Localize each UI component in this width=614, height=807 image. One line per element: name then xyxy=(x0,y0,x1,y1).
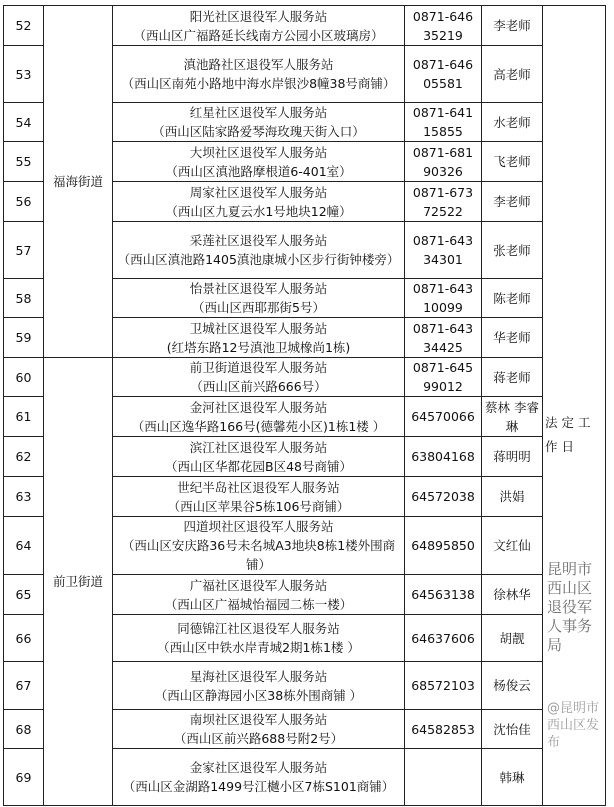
phone-number: 64637606 xyxy=(405,615,482,662)
station-name: 怡景社区退役军人服务站 xyxy=(189,281,328,296)
station-address: （西山区南苑小路地中海水岸银沙8幢38号商铺） xyxy=(121,76,396,91)
station-name: 大坝社区退役军人服务站 xyxy=(189,144,328,160)
phone-number xyxy=(405,6,482,46)
station-cell xyxy=(113,6,405,46)
phone-number: 64570066 xyxy=(405,397,482,437)
station-cell xyxy=(113,46,405,103)
station-address: （西山区九夏云水1号地块12幢） xyxy=(165,203,352,219)
row-number: 62 xyxy=(4,437,44,477)
row-number: 55 xyxy=(4,142,44,182)
weibo-watermark: @昆明市西山区发布 xyxy=(547,701,600,750)
station-cell xyxy=(113,358,405,397)
phone-number xyxy=(405,103,482,142)
station-name: 星海社区退役军人服务站 xyxy=(189,668,328,684)
station-address: （西山区金湖路1499号江樾小区7栋S101商铺） xyxy=(122,779,395,794)
phone-number: 64563138 xyxy=(405,575,482,615)
station-address: （西山区西耶那街5号） xyxy=(192,300,325,315)
row-number: 69 xyxy=(4,749,44,806)
row-number: 66 xyxy=(4,615,44,662)
station-cell xyxy=(113,575,405,615)
contact-person: 陈老师 xyxy=(482,279,543,318)
row-number: 59 xyxy=(4,318,44,358)
station-address: （西山区陆家路爱琴海玫瑰天街入口） xyxy=(152,124,365,139)
station-name: 世纪半岛社区退役军人服务站 xyxy=(177,479,340,495)
contact-person: 蒋明明 xyxy=(482,437,543,477)
contact-person: 徐林华 xyxy=(482,575,543,615)
row-number: 65 xyxy=(4,575,44,615)
phone-number xyxy=(405,46,482,103)
contact-person: 高老师 xyxy=(482,46,543,103)
contact-person: 水老师 xyxy=(482,103,543,142)
phone-number: 63804168 xyxy=(405,437,482,477)
station-name: 金家社区退役军人服务站 xyxy=(189,760,328,775)
contact-person: 胡靓 xyxy=(482,615,543,662)
contact-person: 华老师 xyxy=(482,318,543,358)
phone-number-text: 0871-68190326 xyxy=(412,144,474,179)
station-address: （西山区前兴路666号） xyxy=(190,379,327,394)
table-row xyxy=(4,358,606,397)
phone-number xyxy=(405,279,482,318)
phone-number: 64895850 xyxy=(405,517,482,575)
contact-person: 张老师 xyxy=(482,222,543,279)
station-name: 金河社区退役军人服务站 xyxy=(189,399,328,415)
contact-person: 文红仙 xyxy=(482,517,543,575)
row-number: 63 xyxy=(4,477,44,517)
street-name: 福海街道 xyxy=(44,6,113,358)
phone-number-text: 0871-64310099 xyxy=(412,281,474,315)
station-cell xyxy=(113,222,405,279)
phone-number xyxy=(405,358,482,397)
contact-person: 洪娟 xyxy=(482,477,543,517)
row-number: 68 xyxy=(4,710,44,749)
contact-person: 韩琳 xyxy=(482,749,543,806)
station-name: 南坝社区退役军人服务站 xyxy=(189,712,328,727)
contact-person: 飞老师 xyxy=(482,142,543,182)
station-address: （西山区苹果谷5栋106号商铺） xyxy=(167,498,350,514)
station-address: （西山区静海园小区38栋外围商铺 ） xyxy=(154,687,363,703)
row-number: 57 xyxy=(4,222,44,279)
row-number: 54 xyxy=(4,103,44,142)
station-cell xyxy=(113,103,405,142)
table-row xyxy=(4,6,606,46)
phone-number: 68572103 xyxy=(405,662,482,710)
station-cell xyxy=(113,749,405,806)
row-number: 52 xyxy=(4,6,44,46)
station-address: （西山区广福城怡福园二栋一楼） xyxy=(164,596,353,612)
phone-number: 64572038 xyxy=(405,477,482,517)
station-address: （西山区华都花园B区48号商铺） xyxy=(165,458,352,474)
station-cell xyxy=(113,437,405,477)
contact-person: 沈怡佳 xyxy=(482,710,543,749)
station-name: 滇池路社区退役军人服务站 xyxy=(183,57,334,72)
station-cell xyxy=(113,279,405,318)
phone-number xyxy=(405,222,482,279)
row-number: 53 xyxy=(4,46,44,103)
phone-number xyxy=(405,749,482,806)
station-cell xyxy=(113,517,405,575)
station-cell xyxy=(113,318,405,358)
station-address: （西山区前兴路688号附2号） xyxy=(173,731,344,746)
station-cell xyxy=(113,662,405,710)
phone-number-text: 0871-64635219 xyxy=(412,8,474,43)
station-name: 卫城社区退役军人服务站 xyxy=(189,320,328,336)
station-name: 同德锦江社区退役军人服务站 xyxy=(177,621,340,636)
station-address: （西山区滇池路1405滇池康城小区步行街钟楼旁） xyxy=(117,252,400,267)
contact-person: 杨俊云 xyxy=(482,662,543,710)
station-name: 滨江社区退役军人服务站 xyxy=(189,439,328,455)
station-cell xyxy=(113,710,405,749)
station-name: 广福社区退役军人服务站 xyxy=(189,577,328,593)
phone-number: 64582853 xyxy=(405,710,482,749)
phone-number-text: 0871-64334425 xyxy=(412,320,474,355)
station-name: 周家社区退役军人服务站 xyxy=(189,184,328,200)
station-name: 阳光社区退役军人服务站 xyxy=(189,8,328,24)
station-address: （西山区中铁水岸青城2期1栋1楼 ） xyxy=(157,640,360,655)
phone-number-text: 0871-67372522 xyxy=(412,184,474,219)
row-number: 67 xyxy=(4,662,44,710)
row-number: 64 xyxy=(4,517,44,575)
office-hours: 法定工作日 xyxy=(543,6,606,806)
phone-number-text: 0871-64599012 xyxy=(412,360,474,394)
row-number: 58 xyxy=(4,279,44,318)
station-address: （西山区广福路延长线南方公园小区玻璃房） xyxy=(133,27,384,43)
wechat-watermark: 昆明市西山区退役军人事务局 xyxy=(547,560,593,654)
station-cell xyxy=(113,142,405,182)
street-name: 前卫街道 xyxy=(44,358,113,806)
phone-number-text: 0871-64334301 xyxy=(412,233,474,267)
station-cell xyxy=(113,182,405,222)
contact-person: 李老师 xyxy=(482,182,543,222)
phone-number-text: 0871-64115855 xyxy=(412,105,474,139)
station-name: 红星社区退役军人服务站 xyxy=(189,105,328,120)
station-address: （西山区逸华路166号(德馨苑小区)1栋1楼 ） xyxy=(131,418,386,434)
station-address: （西山区滇池路摩根道6-401室） xyxy=(165,163,352,179)
station-name: 前卫街道退役军人服务站 xyxy=(189,360,328,375)
row-number: 60 xyxy=(4,358,44,397)
station-address: (红塔东路12号滇池卫城橡尚1栋) xyxy=(166,339,351,355)
station-name: 采莲社区退役军人服务站 xyxy=(189,233,328,248)
station-cell xyxy=(113,477,405,517)
row-number: 61 xyxy=(4,397,44,437)
station-cell xyxy=(113,397,405,437)
contact-person: 蒋老师 xyxy=(482,358,543,397)
phone-number xyxy=(405,142,482,182)
station-address: （西山区安庆路36号未名城A3地块8栋1楼外围商铺） xyxy=(121,538,396,572)
row-number: 56 xyxy=(4,182,44,222)
service-station-table xyxy=(3,5,606,806)
station-cell xyxy=(113,615,405,662)
phone-number xyxy=(405,318,482,358)
contact-person: 蔡林 李睿琳 xyxy=(482,397,543,437)
phone-number xyxy=(405,182,482,222)
station-name: 四道坝社区退役军人服务站 xyxy=(183,519,334,534)
contact-person: 李老师 xyxy=(482,6,543,46)
phone-number-text: 0871-64605581 xyxy=(412,57,474,91)
